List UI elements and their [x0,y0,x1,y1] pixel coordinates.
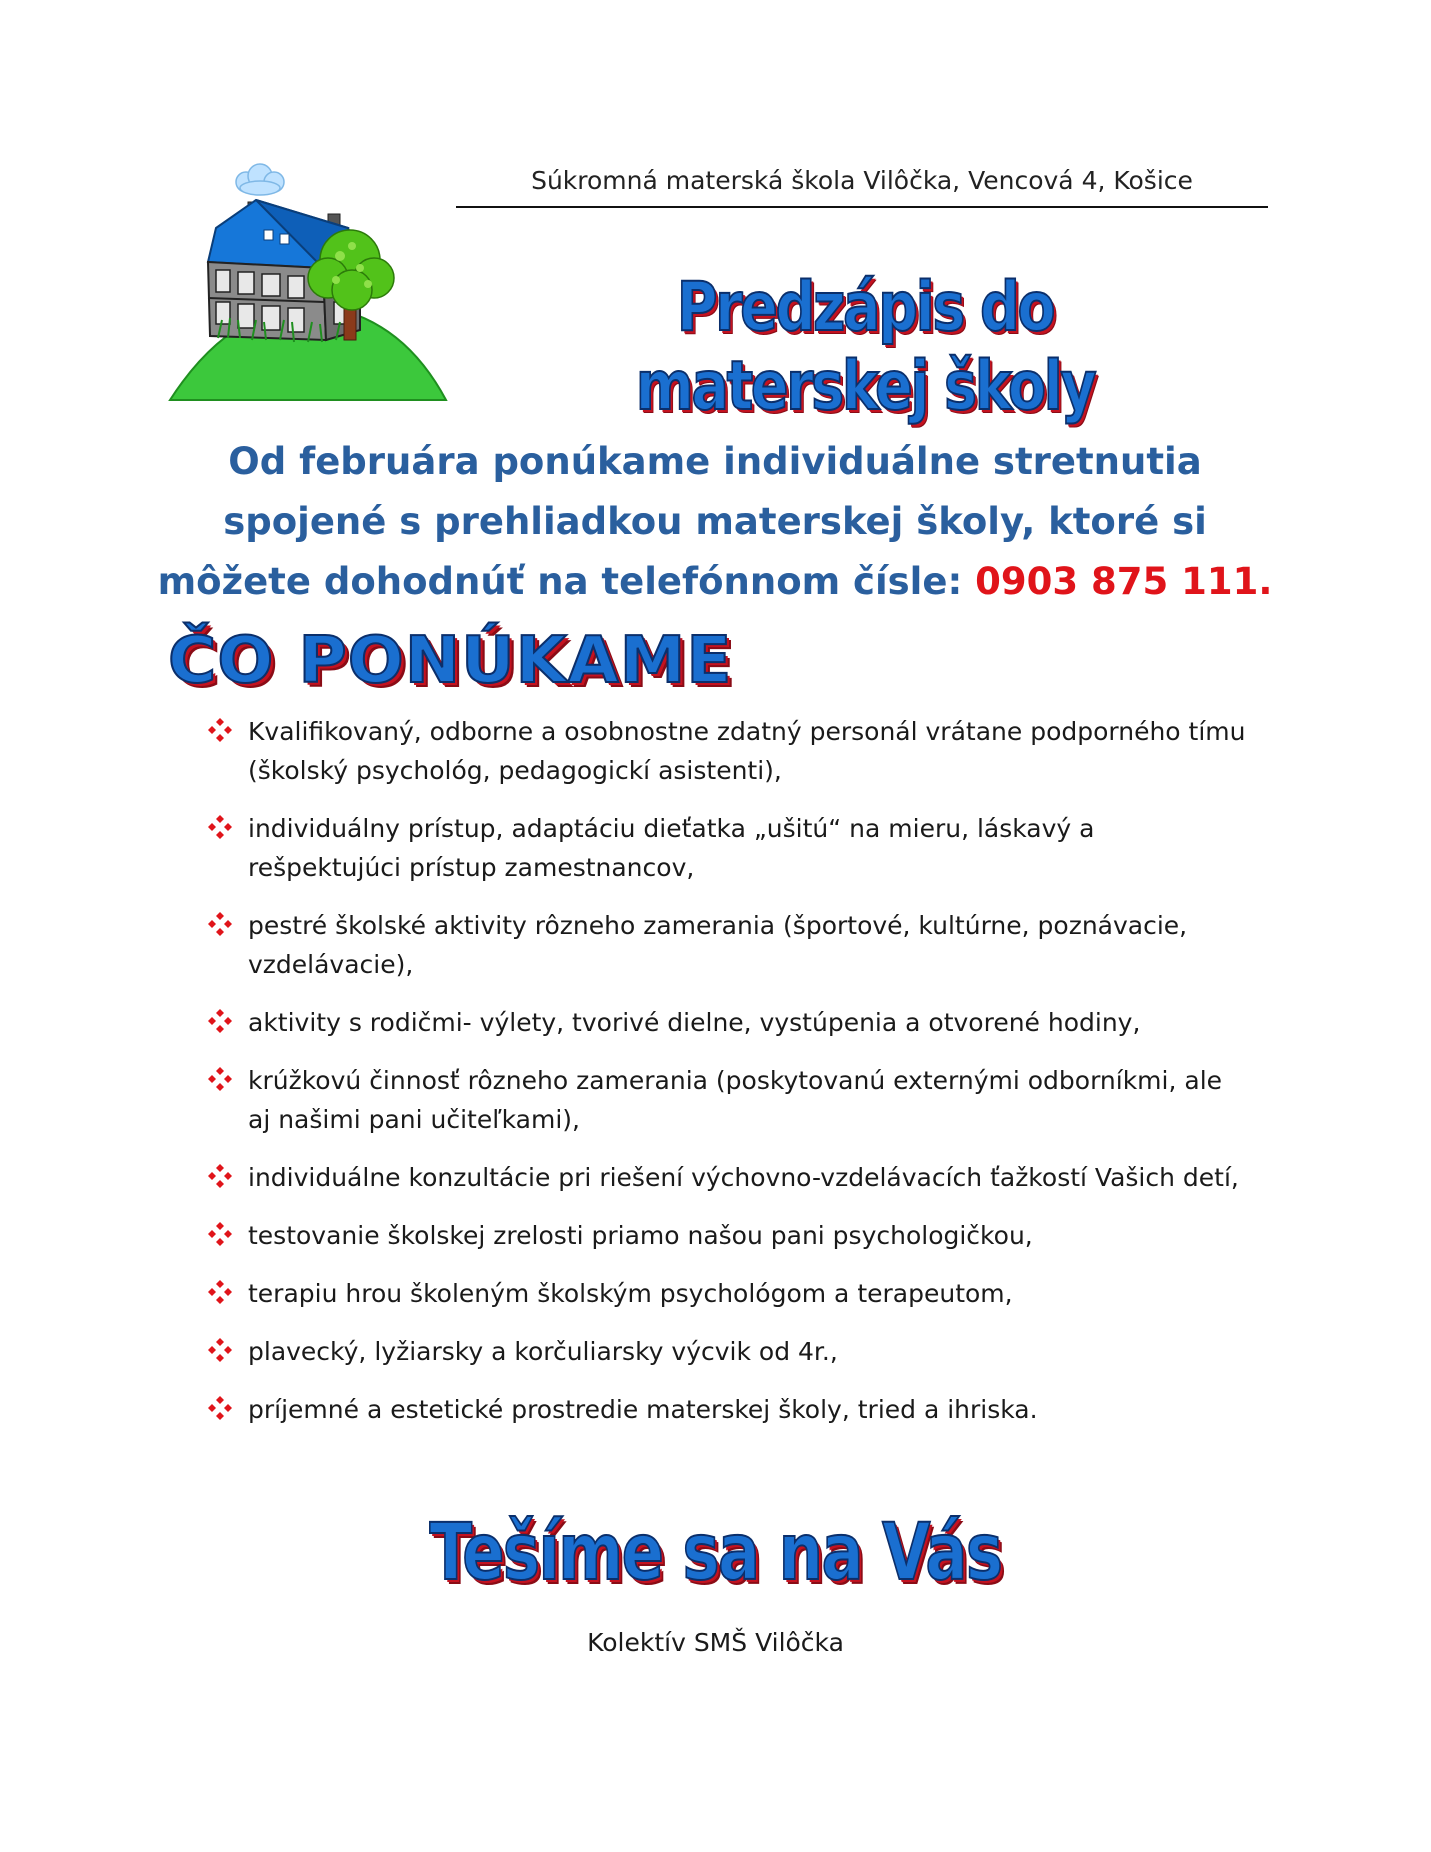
list-item [208,712,1248,790]
phone-number: 0903 875 111. [975,560,1273,603]
diamond-quad-bullet-icon [208,1396,232,1420]
diamond-quad-bullet-icon [208,718,232,742]
offers-heading: ČO PONÚKAME [168,624,733,698]
list-item-text: aktivity s rodičmi- výlety, tvorivé dielne, vystúpenia a otvorené hodiny, [248,1008,1141,1037]
diamond-quad-bullet-icon [208,1067,232,1091]
diamond-quad-bullet-icon [208,1222,232,1246]
diamond-quad-bullet-icon [208,1338,232,1362]
intro-paragraph [150,432,1280,612]
list-item [208,1274,1248,1313]
house-on-hill-icon [168,160,448,402]
list-item [208,809,1248,887]
list-item-text: plavecký, lyžiarsky a korčuliarsky výcvik od 4r., [248,1337,838,1366]
list-item-text: krúžkovú činnosť rôzneho zamerania (poskytovanú externými odborníkmi, ale aj našimi pani učiteľkami), [248,1066,1223,1134]
closing-heading: Tešíme sa na Vás [429,1508,1002,1598]
list-item-text: príjemné a estetické prostredie materskej školy, tried a ihriska. [248,1395,1038,1424]
intro-text: Od februára ponúkame individuálne stretnutia spojené s prehliadkou materskej školy, ktoré si môžete dohodnúť na telefónnom čísle: [157,440,1207,603]
list-item [208,906,1248,984]
list-item [208,1061,1248,1139]
list-item-text: individuálny prístup, adaptáciu dieťatka „ušitú“ na mieru, láskavý a rešpektujúci prístup zamestnancov, [248,814,1095,882]
list-item [208,1216,1248,1255]
list-item-text: individuálne konzultácie pri riešení výchovno-vzdelávacích ťažkostí Vašich detí, [248,1163,1239,1192]
diamond-quad-bullet-icon [208,815,232,839]
list-item [208,1158,1248,1197]
diamond-quad-bullet-icon [208,1164,232,1188]
list-item-text: testovanie školskej zrelosti priamo našou pani psychologičkou, [248,1221,1033,1250]
diamond-quad-bullet-icon [208,1009,232,1033]
header-divider [456,206,1268,208]
offers-list [208,712,1248,1448]
list-item-text: pestré školské aktivity rôzneho zamerania (športové, kultúrne, poznávacie, vzdelávacie), [248,911,1188,979]
signature: Kolektív SMŠ Vilôčka [587,1628,844,1657]
page-title: Predzápis do materskej školy [635,268,1095,426]
school-address-line: Súkromná materská škola Vilôčka, Vencová 4, Košice [531,166,1193,195]
diamond-quad-bullet-icon [208,1280,232,1304]
diamond-quad-bullet-icon [208,912,232,936]
list-item [208,1390,1248,1429]
list-item-text: Kvalifikovaný, odborne a osobnostne zdatný personál vrátane podporného tímu (školský psychológ, pedagogickí asistenti), [248,717,1246,785]
list-item [208,1003,1248,1042]
list-item-text: terapiu hrou školeným školským psychológom a terapeutom, [248,1279,1013,1308]
list-item [208,1332,1248,1371]
